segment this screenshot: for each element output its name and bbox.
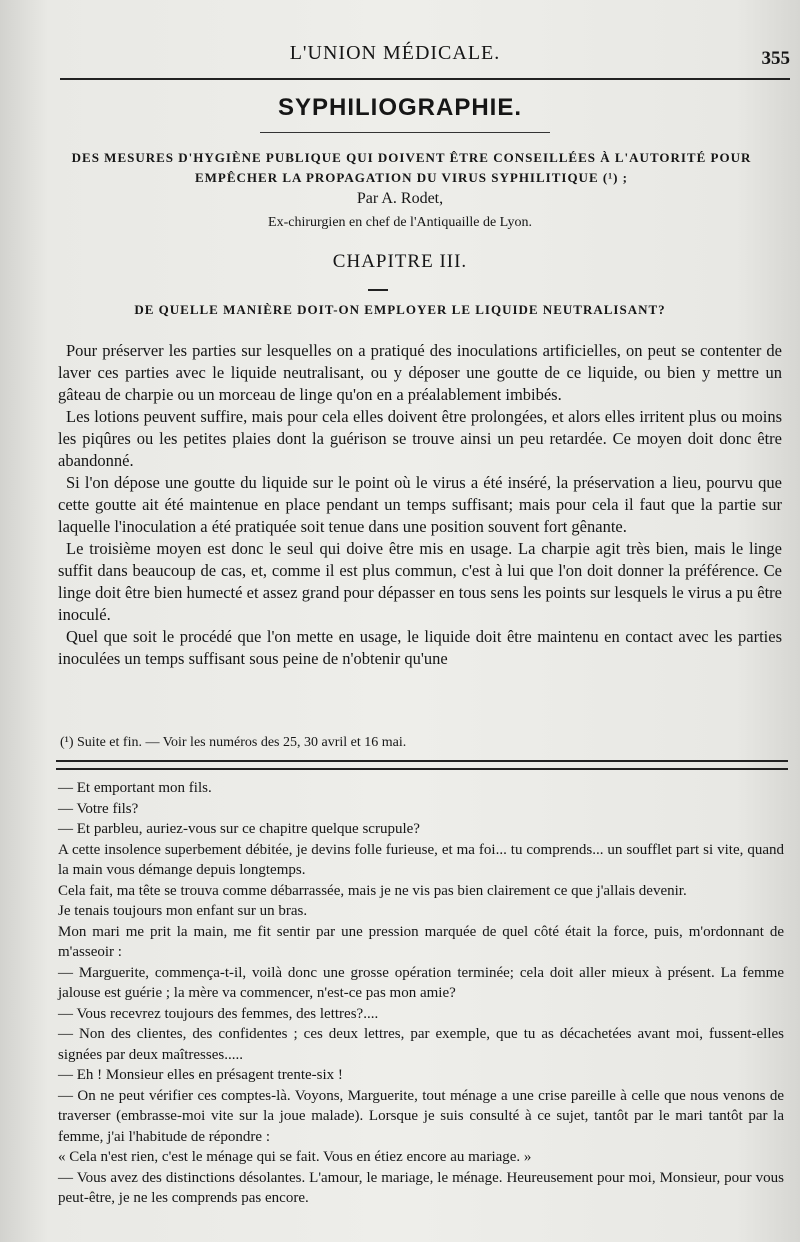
feuilleton-paragraph: Mon mari me prit la main, me fit sentir par une pression marquée de quel côté était la force, puis, m'ordonnant de m'asseoir :	[58, 923, 784, 960]
feuilleton-paragraph: Je tenais toujours mon enfant sur un bras.	[58, 903, 308, 919]
running-head	[60, 42, 790, 72]
article-paragraph: Le troisième moyen est donc le seul qui doive être mis en usage. La charpie agit très bien, mais le linge suffit dans beaucoup de cas, et, comme il est plus commun, c'est à lui que l'on doit donner la préférence. Ce linge doit être bien humecté et assez grand pour dépasser en tous sens les points sur lesquels le virus a pu être inoculé.	[58, 539, 782, 624]
article-paragraph: Les lotions peuvent suffire, mais pour cela elles doivent être prolongées, et alors elles irritent plus ou moins les piqûres ou les petites plaies dont la guérison se trouve ainsi un peu retardée. Ce moyen doit donc être abandonné.	[58, 407, 782, 470]
footnote: (¹) Suite et fin. — Voir les numéros des 25, 30 avril et 16 mai.	[60, 735, 407, 750]
article-paragraph: Si l'on dépose une goutte du liquide sur le point où le virus a été inséré, la préservation a lieu, pourvu que cette goutte ait été maintenue en place pendant un temps suffisant; mais pour cela il faut que la partie sur laquelle l'inoculation a été pratiquée soit tenue dans une position souvent fort gênante.	[58, 473, 782, 536]
chapter-subtitle: DE QUELLE MANIÈRE DOIT-ON EMPLOYER LE LIQUIDE NEUTRALISANT?	[134, 302, 666, 317]
feuilleton-separator	[56, 760, 788, 770]
section-title: SYPHILIOGRAPHIE.	[277, 94, 523, 121]
chapter-dash	[368, 289, 388, 291]
article-author: Par A. Rodet,	[356, 190, 444, 207]
feuilleton-paragraph: Cela fait, ma tête se trouva comme débarrassée, mais je ne vis pas bien clairement ce que j'allais devenir.	[58, 882, 687, 899]
chapter-heading: CHAPITRE III.	[332, 251, 468, 272]
feuilleton-paragraph: « Cela n'est rien, c'est le ménage qui se fait. Vous en étiez encore au mariage. »	[58, 1149, 532, 1165]
feuilleton-paragraph: A cette insolence superbement débitée, je devins folle furieuse, et ma foi... tu comprends... un soufflet part si vite, quand la main vous démange depuis longtemps.	[58, 841, 784, 878]
feuilleton-text	[58, 778, 784, 1209]
feuilleton-paragraph: — Non des clientes, des confidentes ; ces deux lettres, par exemple, que tu as décachetées avant moi, fussent-elles signées par deux maîtresses.....	[58, 1026, 784, 1063]
feuilleton-paragraph: — On ne peut vérifier ces comptes-là. Voyons, Marguerite, tout ménage a une crise pareille à celle que nous venons de traverser (embrasse-moi vite sur la joue malade). Lorsque je suis consulté à ce sujet, tantôt par le mari tantôt par la femme, j'ai l'habitude de répondre :	[58, 1087, 784, 1145]
feuilleton-paragraph: — Et parbleu, auriez-vous sur ce chapitre quelque scrupule?	[58, 821, 420, 837]
section-rule	[260, 132, 550, 133]
feuilleton-paragraph: — Marguerite, commença-t-il, voilà donc une grosse opération terminée; cela doit aller mieux à présent. La femme jalouse est guérie ; la mère va commencer, n'est-ce pas mon amie?	[58, 964, 784, 1001]
journal-title: L'UNION MÉDICALE.	[289, 42, 501, 64]
feuilleton-paragraph: — Eh ! Monsieur elles en présagent trente-six !	[58, 1067, 343, 1083]
feuilleton-paragraph: — Vous recevrez toujours des femmes, des lettres?....	[58, 1005, 379, 1022]
article-paragraph: Pour préserver les parties sur lesquelles on a pratiqué des inoculations artificielles, on peut se contenter de laver ces parties avec le liquide neutralisant, ou y déposer une goutte de ce liquide, ou bien y mettre un gâteau de charpie ou un morceau de linge qu'on en a préalablement imbibés.	[58, 341, 782, 404]
author-role: Ex-chirurgien en chef de l'Antiquaille de Lyon.	[268, 215, 532, 230]
page-number: 355	[761, 48, 790, 69]
header-rule	[60, 78, 790, 80]
article-title: DES MESURES D'HYGIÈNE PUBLIQUE QUI DOIVENT ÊTRE CONSEILLÉES À L'AUTORITÉ POUR EMPÊCHER LA PROPAGATION DU VIRUS SYPHILITIQUE (¹) ;	[71, 150, 752, 185]
feuilleton-paragraph: — Vous avez des distinctions désolantes. L'amour, le mariage, le ménage. Heureusement pour moi, Monsieur, pour vous peut-être, je ne les comprends pas encore.	[58, 1169, 784, 1206]
article-body	[58, 340, 782, 670]
article-paragraph: Quel que soit le procédé que l'on mette en usage, le liquide doit être maintenu en contact avec les parties inoculées un temps suffisant sous peine de n'obtenir qu'une	[58, 627, 782, 668]
feuilleton-paragraph: — Votre fils?	[58, 800, 139, 817]
feuilleton-paragraph: — Et emportant mon fils.	[58, 780, 212, 796]
